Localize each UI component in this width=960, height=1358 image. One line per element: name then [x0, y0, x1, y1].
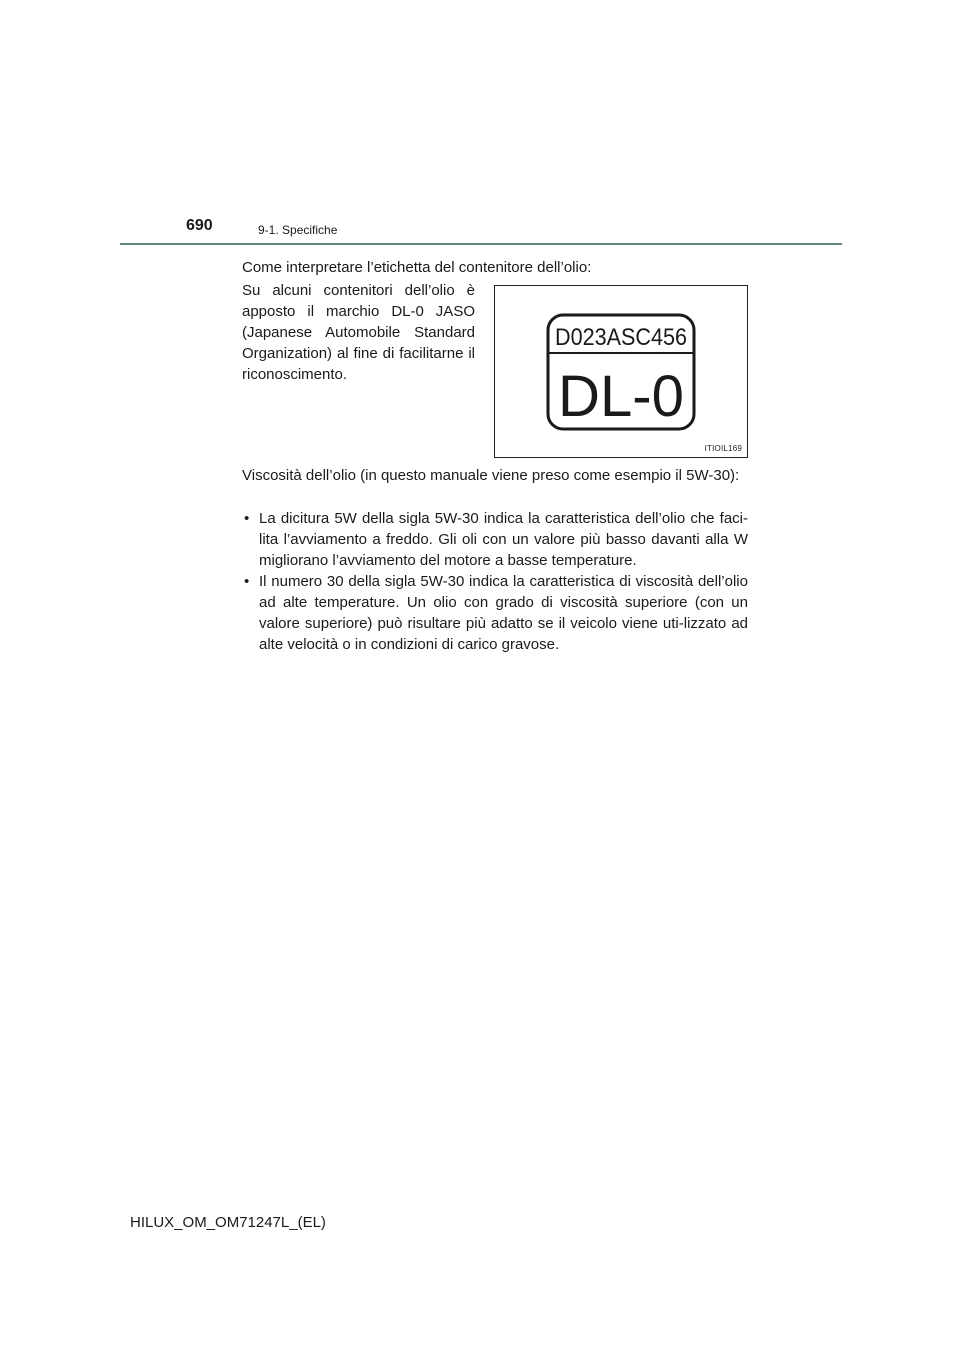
- figure-id: ITIOIL169: [704, 444, 742, 453]
- bullet-text: Il numero 30 della sigla 5W-30 indica la caratteristica di viscosità dell’olio ad alte temperature. Un olio con grado di viscosità superiore (con un valore superiore) può risultare più adatto se il veicolo viene uti-lizzato ad alte velocità o in condizioni di carico gravose.: [259, 573, 748, 653]
- viscosity-intro: Viscosità dell’olio (in questo manuale viene preso come esempio il 5W-30):: [242, 467, 740, 484]
- bullet-marker: •: [244, 573, 250, 590]
- oil-label-code: D023ASC456: [555, 324, 687, 351]
- oil-label-illustration: [495, 286, 747, 457]
- bullet-marker: •: [244, 510, 250, 527]
- list-item: [242, 508, 748, 571]
- section-title: 9-1. Specifiche: [258, 223, 338, 237]
- viscosity-bullet-list: [242, 508, 748, 655]
- header-divider: [120, 243, 842, 245]
- intro-text: Come interpretare l’etichetta del contenitore dell’olio:: [242, 259, 592, 276]
- oil-label-figure: [494, 285, 748, 458]
- footer-doc-id: HILUX_OM_OM71247L_(EL): [130, 1214, 326, 1231]
- oil-label-grade: DL-0: [558, 364, 684, 429]
- bullet-text: La dicitura 5W della sigla 5W-30 indica la caratteristica dell’olio che faci-lita l’avviamento a freddo. Gli oli con un valore più basso davanti alla W migliorano l’avviamento del motore a basse temperature.: [259, 510, 748, 569]
- page-number: 690: [186, 217, 213, 234]
- jaso-description: Su alcuni contenitori dell’olio è apposto il marchio DL-0 JASO (Japanese Automobile Standard Organization) al fine di facilitarne il riconoscimento.: [242, 282, 475, 383]
- list-item: [242, 571, 748, 655]
